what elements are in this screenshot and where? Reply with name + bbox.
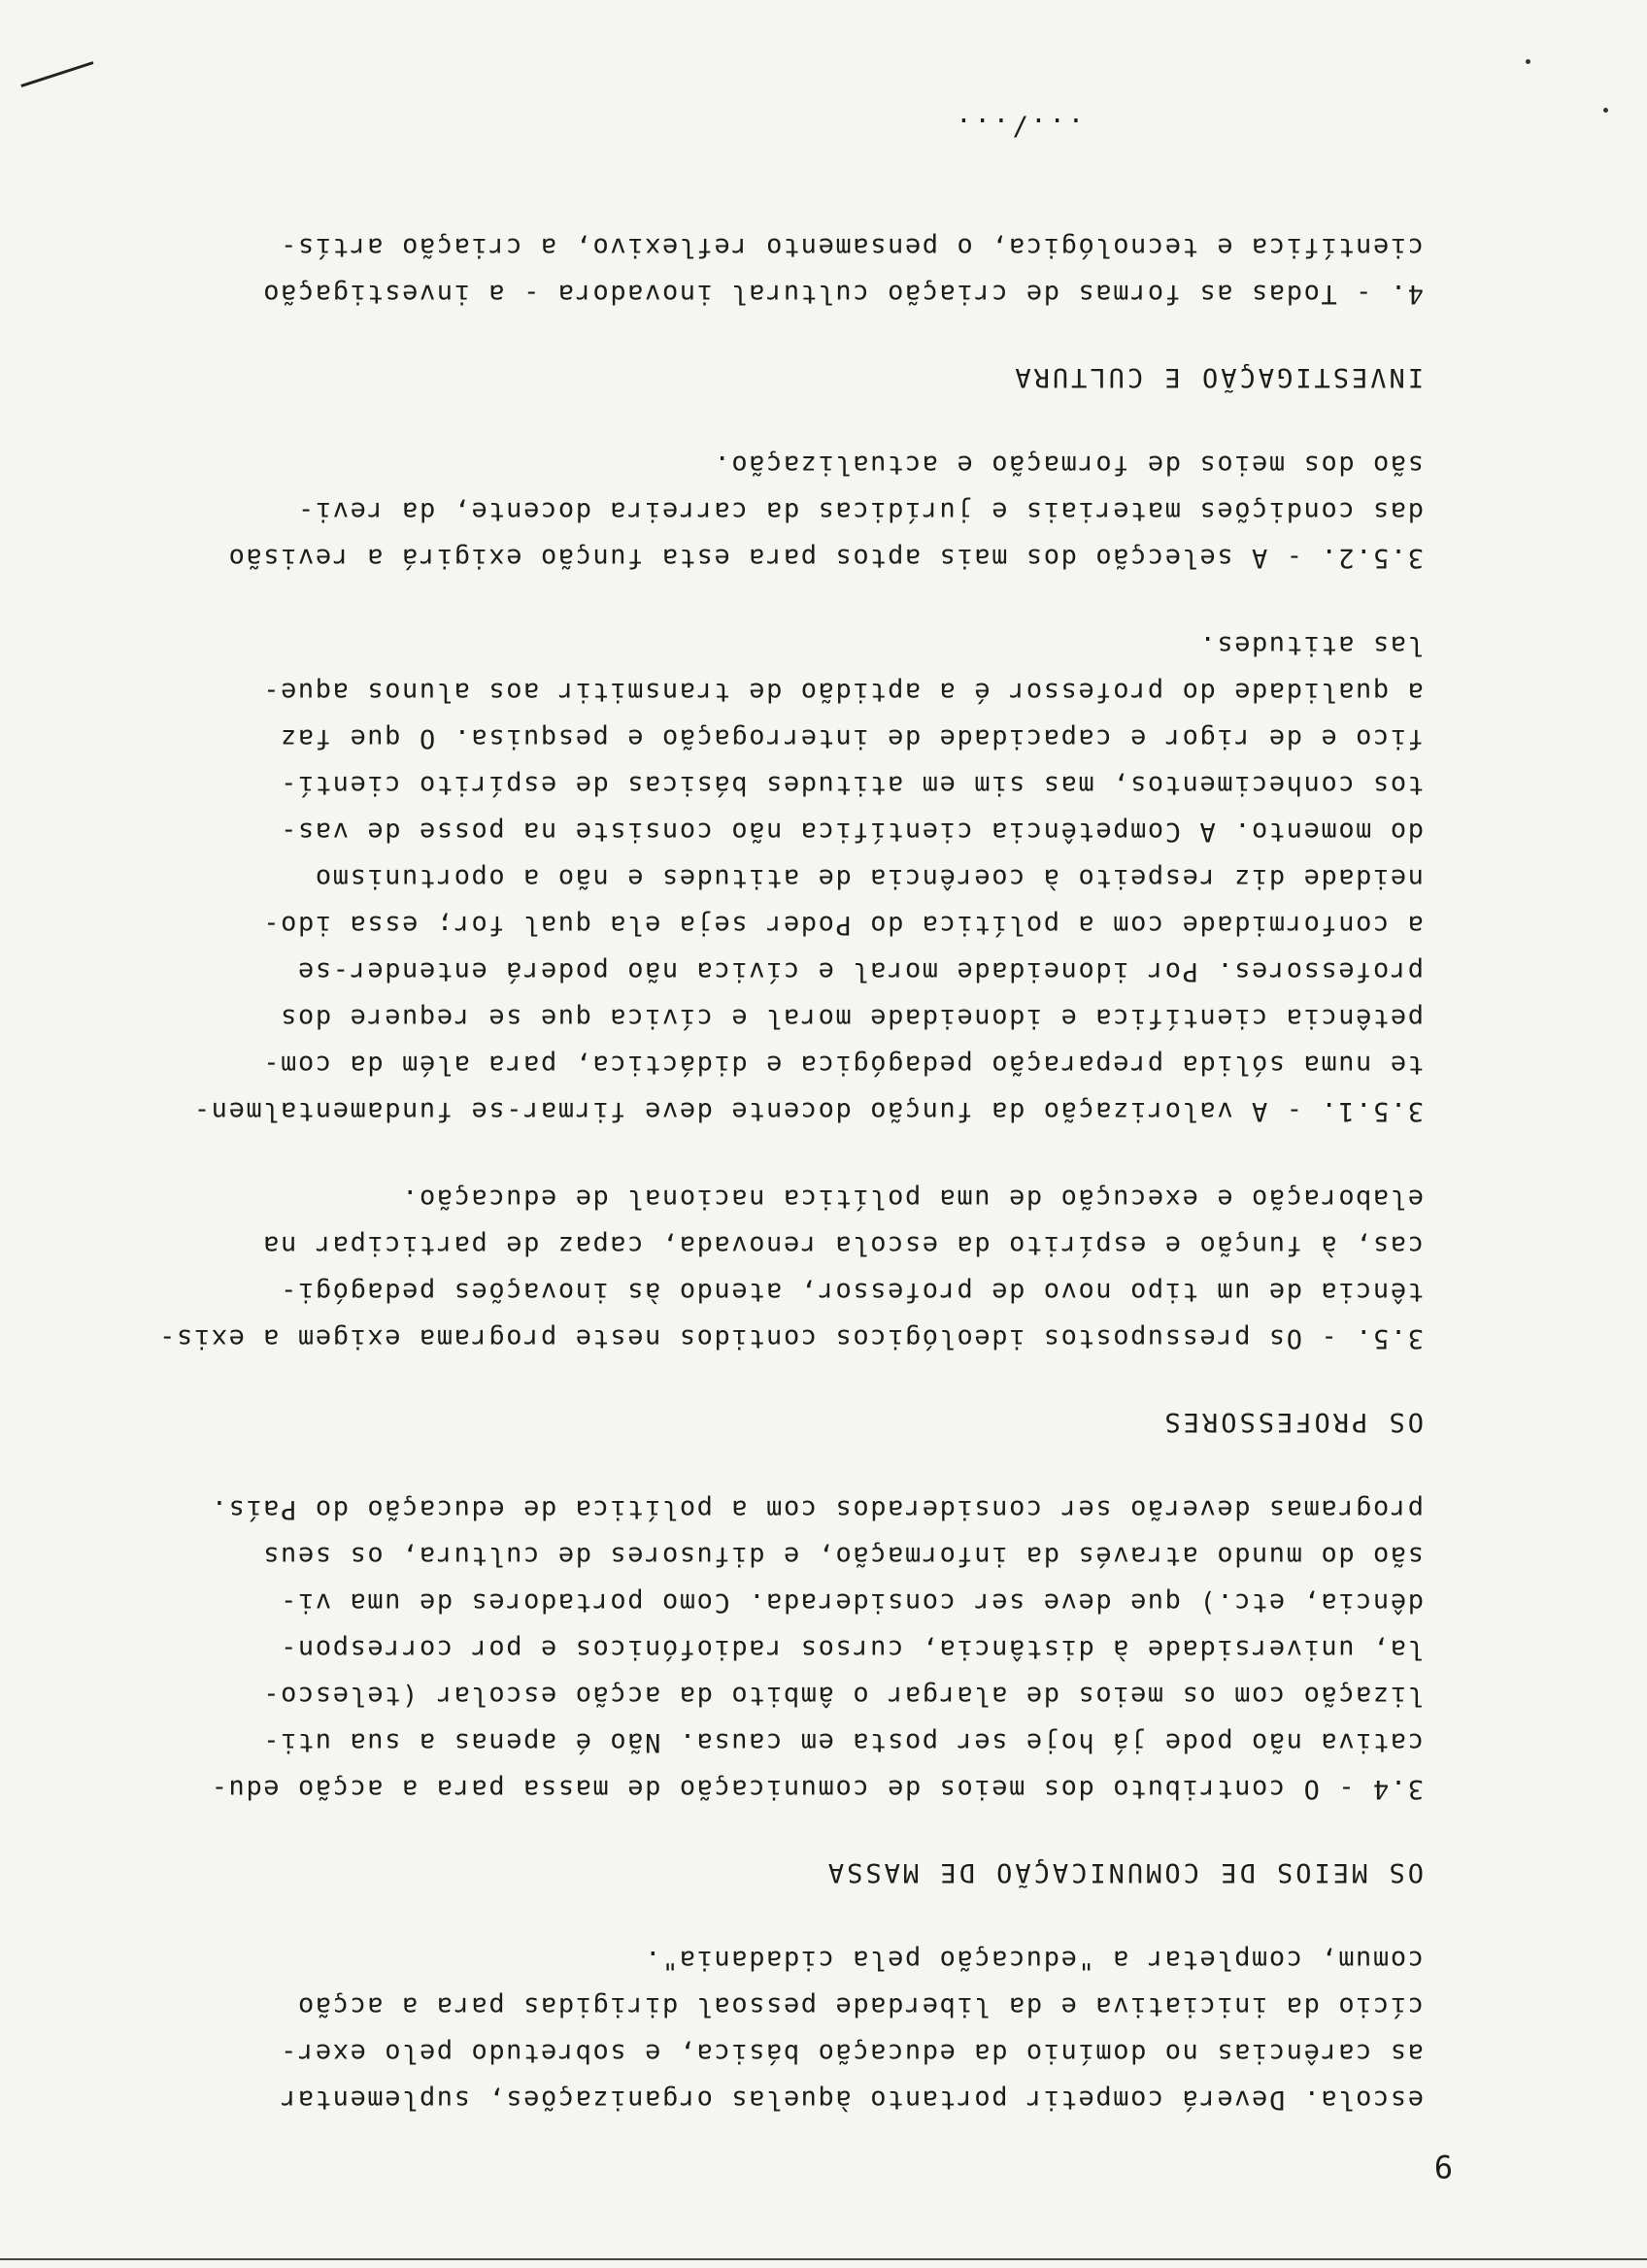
text-line: a conformidade com a política do Poder seja ela qual for; essa ido- — [261, 910, 1424, 940]
text-line: as carências no domínio da educação básica, e sobretudo pelo exer- — [279, 2038, 1424, 2068]
section-heading: OS PROFESSORES — [1161, 1407, 1424, 1437]
text-line: dência, etc.) que deve ser considerada. Como portadores de uma vi- — [279, 1587, 1424, 1618]
paragraph — [132, 1175, 1424, 1361]
text-line: tência de um tipo novo de professor, atendo às inovações pedagógi- — [279, 1277, 1424, 1307]
text-line: la, universidade à distância, cursos radiofónicos e por correspon- — [279, 1634, 1424, 1664]
section-heading: OS MEIOS DE COMUNICAÇÃO DE MASSA — [824, 1857, 1424, 1887]
text-line: das condições materiais e jurídicas da carreira docente, da revi- — [296, 496, 1424, 526]
document-body — [132, 183, 1424, 2122]
text-line: escola. Deverá competir portanto àquelas organizações, suplementar — [279, 2085, 1424, 2115]
text-line: professores. Por idoneidade moral e cívica não poderá entender-se — [296, 956, 1424, 986]
text-line: 4. - Todas as formas de criação cultural inovadora - a investigação — [261, 279, 1424, 309]
text-line: são dos meios de formação e actualização. — [712, 450, 1424, 480]
pen-stroke — [20, 61, 93, 87]
text-line: elaboração e execução de uma política nacional de educação. — [400, 1184, 1424, 1214]
text-line: tos conhecimentos, mas sim em atitudes básicas de espírito cientí- — [279, 770, 1424, 800]
text-line: 3.5.1. - A valorização da função docente deve firmar-se fundamentalmen- — [192, 1096, 1424, 1126]
ink-dot — [1526, 59, 1530, 64]
text-line: programas deverão ser considerados com a política de educação do País. — [210, 1494, 1424, 1524]
text-line: petência científica e idoneidade moral e cívica que se requere dos — [279, 1003, 1424, 1033]
paragraph — [132, 1485, 1424, 1812]
text-line: 3.4 - O contributo dos meios de comunicação de massa para a acção edu- — [210, 1774, 1424, 1804]
text-line: fico e de rigor e capacidade de interrogação e pesquisa. O que faz — [279, 723, 1424, 753]
text-line: cas, à função e espírito da escola renovada, capaz de participar na — [261, 1230, 1424, 1260]
text-line: 3.5. - Os pressupostos ideológicos contidos neste programa exigem a exis- — [157, 1323, 1424, 1353]
text-line: neidade diz respeito à coerência de atitudes e não a oportunismo — [314, 863, 1424, 893]
text-line: las atitudes. — [1197, 630, 1424, 660]
text-line: são do mundo através da informação, e difusores de cultura, os seus — [261, 1541, 1424, 1571]
paragraph — [132, 441, 1424, 581]
text-line: a qualidade do professor é a aptidão de transmitir aos alunos aque- — [261, 677, 1424, 707]
continuation-mark: .../... — [953, 112, 1084, 142]
page-top-rule — [0, 2258, 1647, 2260]
text-line: científica e tecnológica, o pensamento reflexivo, a criação artís- — [279, 232, 1424, 262]
page-number: 9 — [1433, 2148, 1453, 2185]
text-line: do momento. A Competência científica não consiste na posse de vas- — [279, 817, 1424, 847]
text-line: comum, completar a "educação pela cidadania". — [643, 1945, 1424, 1975]
text-line: cativa não pode já hoje ser posta em causa. Não é apenas a sua uti- — [261, 1727, 1424, 1757]
ink-dot — [1603, 108, 1608, 113]
paragraph — [132, 1936, 1424, 2122]
text-line: te numa sólida preparação pedagógica e didáctica, para além da com- — [261, 1050, 1424, 1080]
text-line: 3.5.2. - A selecção dos mais aptos para esta função exigirá a revisão — [226, 543, 1424, 573]
section-heading: INVESTIGAÇÃO E CULTURA — [1012, 362, 1424, 392]
paragraph — [132, 621, 1424, 1134]
text-line: lização com os meios de alargar o âmbito da acção escolar (telesco- — [261, 1681, 1424, 1711]
paragraph — [132, 223, 1424, 317]
text-line: cício da iniciativa e da liberdade pessoal dirigidas para a acção — [296, 1991, 1424, 2021]
